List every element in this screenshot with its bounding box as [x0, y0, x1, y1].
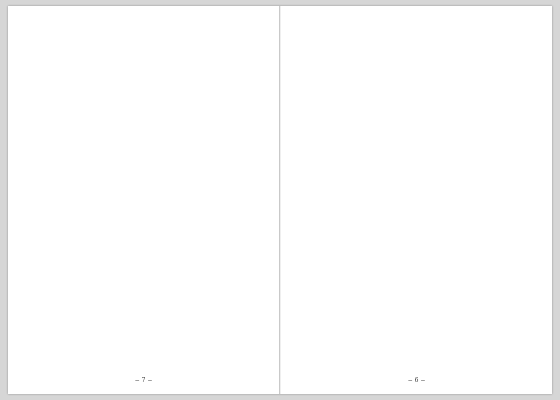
right-page-text	[303, 32, 309, 356]
left-page	[8, 6, 280, 394]
left-page-number: − 7 −	[134, 377, 153, 384]
right-page	[280, 6, 552, 394]
document-spread	[8, 6, 552, 394]
left-page-text	[30, 32, 36, 356]
right-page-number: − 6 −	[407, 377, 426, 384]
